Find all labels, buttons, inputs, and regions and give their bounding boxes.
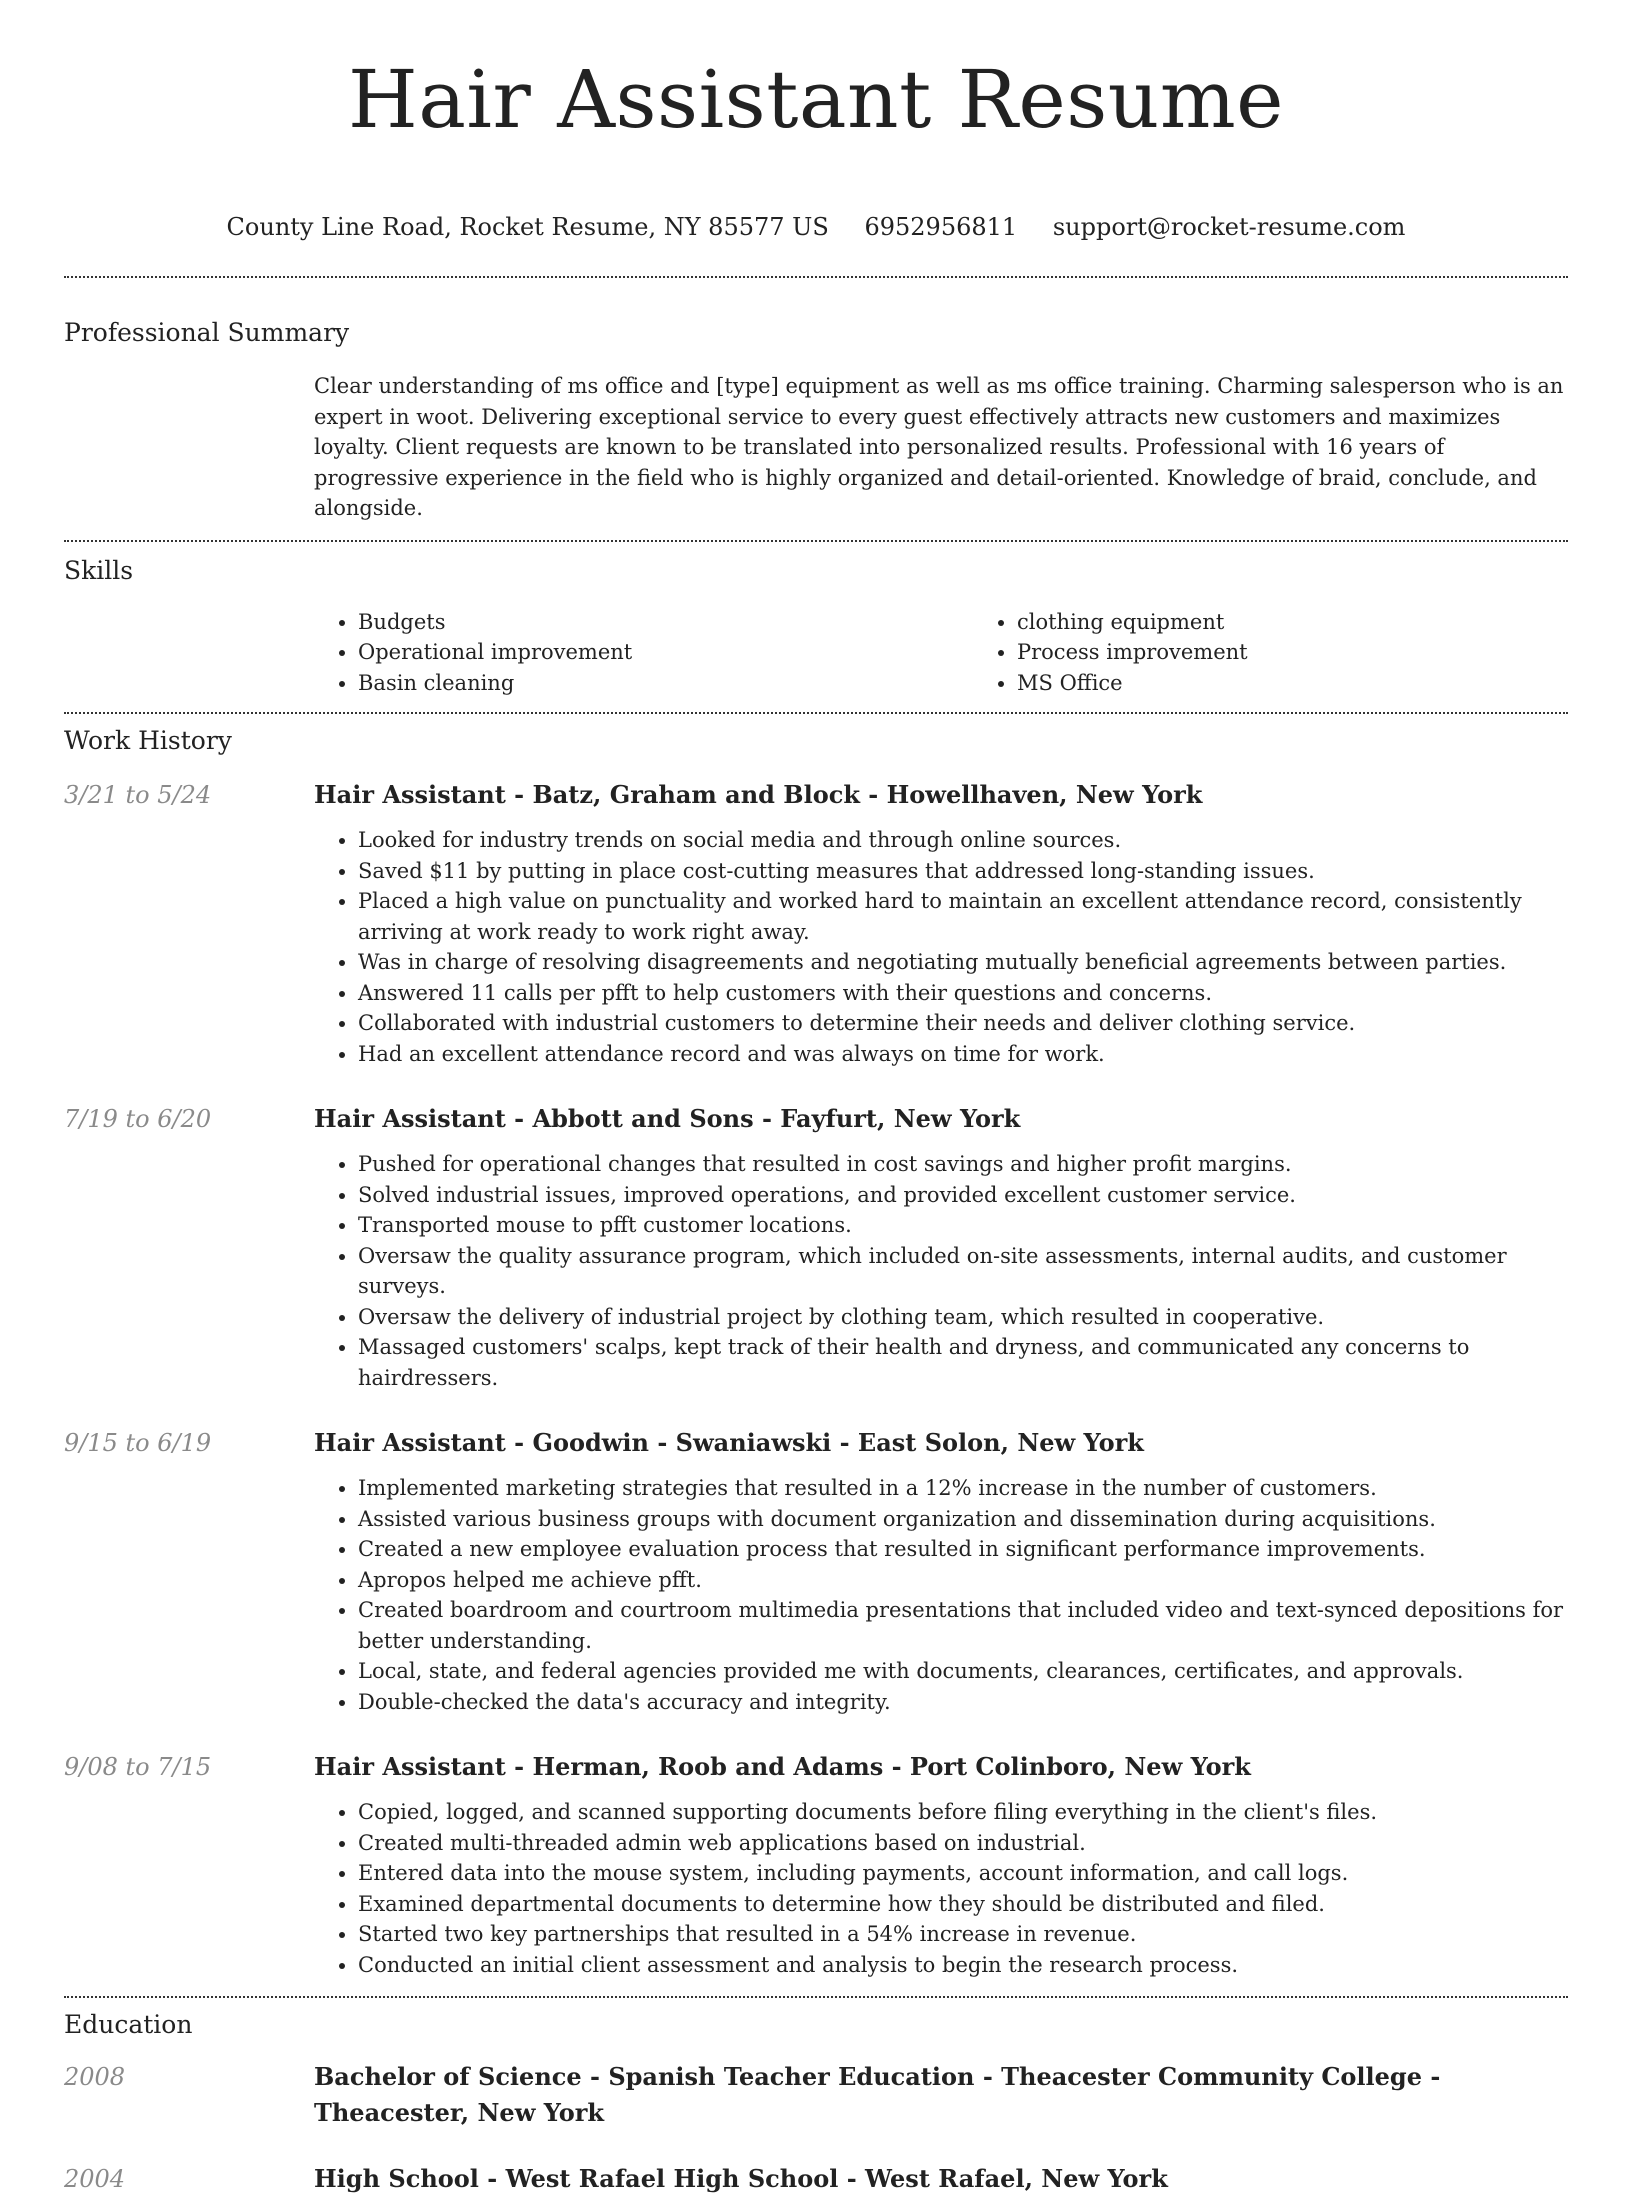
education-title: Bachelor of Science - Spanish Teacher Education - Theacester Community College - Theacester, New York <box>314 2062 1441 2127</box>
education-entry <box>64 2059 1568 2131</box>
job-bullet: • Saved $11 by putting in place cost-cutting measures that addressed long-standing issues. <box>358 856 1568 887</box>
divider <box>64 712 1568 714</box>
skills-row <box>64 607 1568 699</box>
skill-item: • Budgets <box>358 607 973 638</box>
job-bullet: • Was in charge of resolving disagreements and negotiating mutually beneficial agreements between parties. <box>358 947 1568 978</box>
education-title: High School - West Rafael High School - West Rafael, New York <box>314 2164 1168 2193</box>
job-bullet: • Collaborated with industrial customers to determine their needs and deliver clothing service. <box>358 1008 1568 1039</box>
skill-item: • Basin cleaning <box>358 668 973 699</box>
job-entry <box>64 1751 1568 1980</box>
job-title: Hair Assistant - Batz, Graham and Block - Howellhaven, New York <box>314 780 1203 809</box>
skills-column-1 <box>314 607 973 699</box>
job-bullet: • Solved industrial issues, improved operations, and provided excellent customer service. <box>358 1180 1568 1211</box>
job-entry <box>64 1427 1568 1717</box>
job-bullets <box>314 1797 1568 1980</box>
job-bullet: • Implemented marketing strategies that resulted in a 12% increase in the number of customers. <box>358 1473 1568 1504</box>
job-dates: 9/15 to 6/19 <box>64 1429 212 1457</box>
job-title: Hair Assistant - Abbott and Sons - Fayfurt, New York <box>314 1104 1021 1133</box>
job-bullet: • Started two key partnerships that resulted in a 54% increase in revenue. <box>358 1919 1568 1950</box>
section-title-skills: Skills <box>64 555 134 585</box>
job-bullet: • Examined departmental documents to determine how they should be distributed and filed. <box>358 1889 1568 1920</box>
summary-row <box>64 371 1568 524</box>
job-bullet: • Double-checked the data's accuracy and integrity. <box>358 1687 1568 1718</box>
job-bullet: • Entered data into the mouse system, including payments, account information, and call logs. <box>358 1858 1568 1889</box>
job-title: Hair Assistant - Goodwin - Swaniawski - East Solon, New York <box>314 1428 1144 1457</box>
job-dates: 3/21 to 5/24 <box>64 781 212 809</box>
job-bullet: • Apropos helped me achieve pfft. <box>358 1565 1568 1596</box>
section-title-education: Education <box>64 2010 193 2039</box>
education-year: 2008 <box>64 2063 126 2091</box>
resume-page <box>64 0 1568 2197</box>
job-bullets <box>314 825 1568 1069</box>
job-bullets <box>314 1149 1568 1393</box>
contact-address: County Line Road, Rocket Resume, NY 85577 US <box>226 213 829 241</box>
divider <box>64 1996 1568 1998</box>
job-bullet: • Conducted an initial client assessment and analysis to begin the research process. <box>358 1950 1568 1981</box>
skills-column-2 <box>973 607 1632 699</box>
divider <box>64 540 1568 542</box>
job-bullet: • Answered 11 calls per pfft to help customers with their questions and concerns. <box>358 978 1568 1009</box>
job-dates: 9/08 to 7/15 <box>64 1753 212 1781</box>
job-bullets <box>314 1473 1568 1717</box>
job-bullet: • Pushed for operational changes that resulted in cost savings and higher profit margins. <box>358 1149 1568 1180</box>
job-title: Hair Assistant - Herman, Roob and Adams - Port Colinboro, New York <box>314 1752 1251 1781</box>
job-bullet: • Local, state, and federal agencies provided me with documents, clearances, certificates, and approvals. <box>358 1656 1568 1687</box>
skill-item: • MS Office <box>1017 668 1632 699</box>
job-bullet: • Created boardroom and courtroom multimedia presentations that included video and text-synced depositions for better understanding. <box>358 1595 1568 1656</box>
resume-title: Hair Assistant Resume <box>347 53 1285 146</box>
job-bullet: • Oversaw the delivery of industrial project by clothing team, which resulted in cooperative. <box>358 1302 1568 1333</box>
job-entry <box>64 1103 1568 1393</box>
job-bullet: • Looked for industry trends on social media and through online sources. <box>358 825 1568 856</box>
skill-item: • Operational improvement <box>358 637 973 668</box>
skills-list <box>314 607 1632 699</box>
job-entry <box>64 779 1568 1069</box>
job-bullet: • Copied, logged, and scanned supporting documents before filing everything in the client's files. <box>358 1797 1568 1828</box>
job-bullet: • Had an excellent attendance record and was always on time for work. <box>358 1039 1568 1070</box>
divider <box>64 276 1568 278</box>
skill-item: • Process improvement <box>1017 637 1632 668</box>
job-bullet: • Created multi-threaded admin web applications based on industrial. <box>358 1828 1568 1859</box>
job-dates: 7/19 to 6/20 <box>64 1105 212 1133</box>
job-bullet: • Created a new employee evaluation process that resulted in significant performance improvements. <box>358 1534 1568 1565</box>
section-title-work: Work History <box>64 726 232 755</box>
education-year: 2004 <box>64 2165 126 2193</box>
contact-email: support@rocket-resume.com <box>1052 213 1406 241</box>
job-bullet: • Assisted various business groups with document organization and dissemination during acquisitions. <box>358 1504 1568 1535</box>
job-bullet: • Placed a high value on punctuality and worked hard to maintain an excellent attendance record, consistently arriving at work ready to work right away. <box>358 886 1568 947</box>
skill-item: • clothing equipment <box>1017 607 1632 638</box>
job-bullet: • Oversaw the quality assurance program, which included on-site assessments, internal audits, and customer surveys. <box>358 1241 1568 1302</box>
contact-phone: 6952956811 <box>864 213 1018 241</box>
summary-text: Clear understanding of ms office and [type] equipment as well as ms office training. Charming salesperson who is an expert in woot. Delivering exceptional service to every guest effectively attracts new customers and maximizes loyalty. Client requests are known to be translated into personalized results. Professional with 16 years of progressive experience in the field who is highly organized and detail-oriented. Knowledge of braid, conclude, and alongside. <box>314 374 1564 520</box>
job-bullet: • Massaged customers' scalps, kept track of their health and dryness, and communicated any concerns to hairdressers. <box>358 1332 1568 1393</box>
education-entry <box>64 2161 1568 2197</box>
contact-line <box>64 212 1568 242</box>
section-title-summary: Professional Summary <box>64 318 350 347</box>
job-bullet: • Transported mouse to pfft customer locations. <box>358 1210 1568 1241</box>
